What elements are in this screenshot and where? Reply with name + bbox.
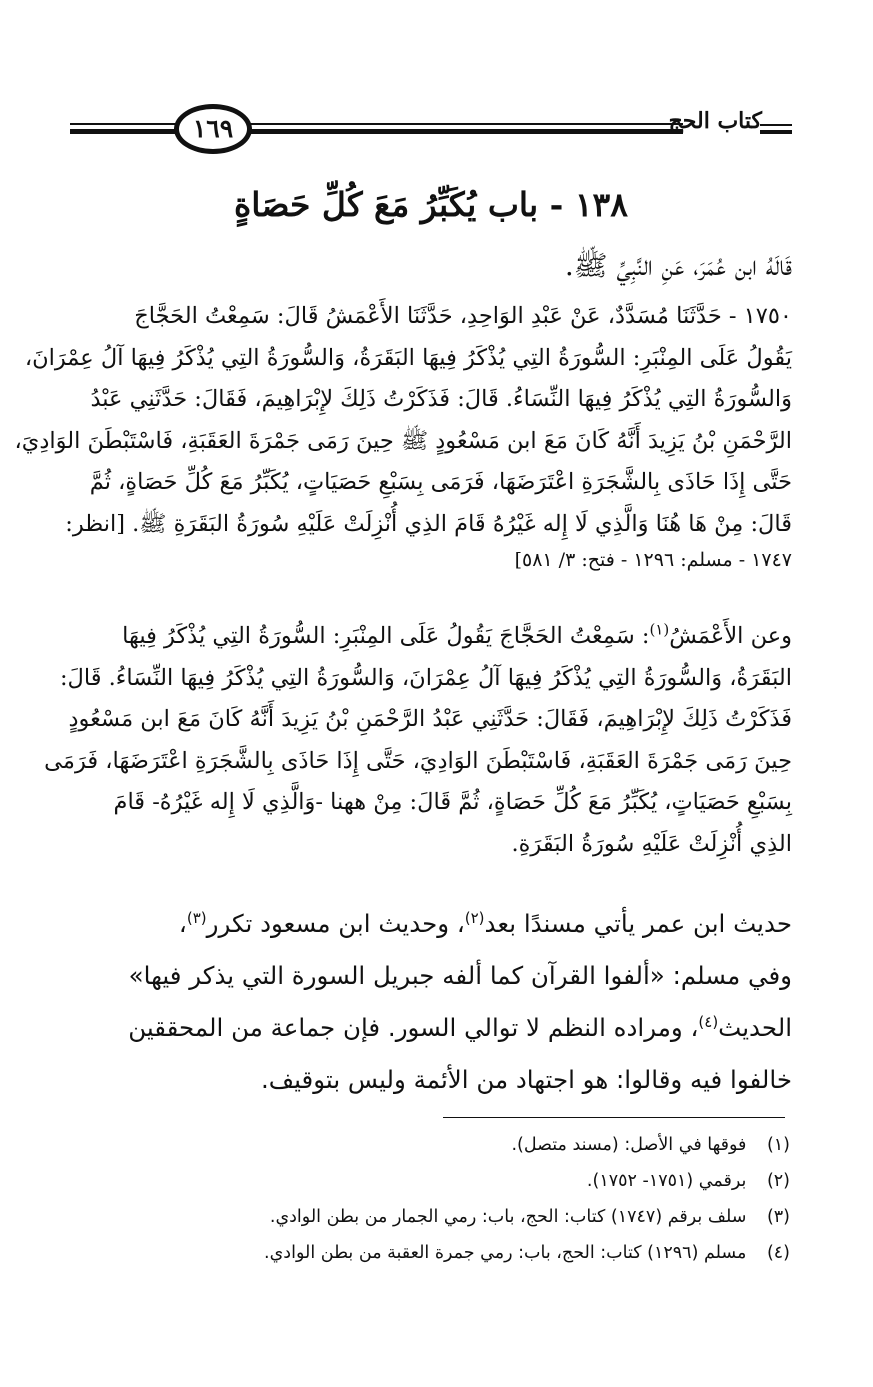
footnote-text: مسلم (١٢٩٦) كتاب: الحج، باب: رمي جمرة العقبة من بطن الوادي. [264, 1243, 747, 1263]
header-rule [760, 124, 792, 126]
footnote-text: برقمي (١٧٥١- ١٧٥٢). [586, 1171, 747, 1191]
footnote [70, 1199, 792, 1235]
commentary-line: وفي مسلم: «ألفوا القرآن كما ألفه جبريل السورة التي يذكر فيها» [128, 961, 792, 990]
athar-lead-rest: : سَمِعْتُ الحَجَّاجَ يَقُولُ عَلَى المِنْبَرِ: السُّورَةُ التِي يُذْكَرُ فِيهَا [122, 623, 650, 649]
commentary-segment: ، وحديث ابن مسعود تكرر [206, 909, 465, 938]
footnote-number: (٢) [766, 1171, 790, 1191]
running-header [70, 100, 792, 160]
header-rule [246, 123, 683, 125]
page-number: ١٦٩ [174, 104, 252, 154]
athar-lead: وعن الأَعْمَشُ [669, 623, 792, 649]
footnote-number: (٤) [766, 1243, 790, 1263]
hadith-line: ١٧٥٠ - حَدَّثَنَا مُسَدَّدٌ، عَنْ عَبْدِ الوَاحِدِ، حَدَّثَنَا الأَعْمَشُ قَالَ: سَمِعْتُ الحَجَّاجَ [134, 303, 792, 329]
athar-line: الذِي أُنْزِلَتْ عَلَيْهِ سُورَةُ البَقَرَةِ. [511, 830, 792, 857]
header-rule [70, 129, 178, 134]
footnote-text: فوقها في الأصل: (مسند متصل). [511, 1135, 747, 1155]
athar-line: فَذَكَرْتُ ذَلِكَ لإِبْرَاهِيمَ، فَقَالَ: حَدَّثَنِي عَبْدُ الرَّحْمَنِ بْنُ يَزِيدَ أَنَّهُ كَانَ مَعَ ابن مَسْعُودٍ [68, 706, 792, 732]
hadith-line: حَتَّى إِذَا حَاذَى بِالشَّجَرَةِ اعْتَرَضَهَا، فَرَمَى بِسَبْعِ حَصَيَاتٍ، يُكَبِّرُ مَعَ كُلِّ حَصَاةٍ، ثُمَّ [89, 469, 792, 495]
commentary-line: خالفوا فيه وقالوا: هو اجتهاد من الأئمة وليس بتوقيف. [261, 1065, 792, 1094]
footnote-number: (١) [766, 1135, 790, 1155]
footnote-marker: (١) [649, 620, 670, 639]
footnote-separator [443, 1117, 785, 1118]
commentary-segment: ، [178, 909, 187, 938]
hadith-line: يَقُولُ عَلَى المِنْبَرِ: السُّورَةُ التِي يُذْكَرُ فِيهَا البَقَرَةُ، وَالسُّورَةُ التِي يُذْكَرُ فِيهَا آلُ عِمْرَانَ، [24, 344, 792, 371]
commentary-line [70, 898, 792, 950]
commentary-text [70, 898, 792, 1106]
footnote [70, 1127, 792, 1163]
athar-line: حِينَ رَمَى جَمْرَةَ العَقَبَةِ، فَاسْتَبْطَنَ الوَادِيَ، حَتَّى إِذَا حَاذَى بِالشَّجَرَةِ اعْتَرَضَهَا، فَرَمَى [44, 747, 792, 774]
header-rule [760, 130, 792, 134]
chapter-intro-text: قَالَهُ ابن عُمَرَ، عَنِ النَّبِيِّ ﷺ. [564, 249, 792, 282]
athar-line [70, 616, 792, 658]
footnote-text: سلف برقم (١٧٤٧) كتاب: الحج، باب: رمي الجمار من بطن الوادي. [269, 1207, 747, 1227]
hadith-text [14, 296, 792, 575]
footnotes [70, 1127, 792, 1271]
header-rule [246, 129, 683, 134]
commentary-segment: ، ومراده النظم لا توالي السور. فإن جماعة من المحققين [128, 1013, 699, 1042]
athar-text [44, 616, 792, 865]
commentary-segment: الحديث [718, 1013, 792, 1042]
header-rule [70, 123, 178, 125]
hadith-line: قَالَ: مِنْ هَا هُنَا وَالَّذِي لَا إِله غَيْرُهُ قَامَ الذِي أُنْزِلَتْ عَلَيْهِ سُورَةُ البَقَرَةِ ﷺ. [انظر: [65, 510, 792, 537]
running-title: كتاب الحج [668, 108, 762, 134]
footnote-number: (٣) [766, 1207, 790, 1227]
footnote [70, 1235, 792, 1271]
hadith-reference: ١٧٤٧ - مسلم: ١٢٩٦ - فتح: ٣/ ٥٨١] [514, 549, 792, 571]
chapter-intro [70, 243, 792, 289]
footnote-marker: (٣) [186, 908, 207, 927]
commentary-line [70, 1002, 792, 1054]
commentary-segment: حديث ابن عمر يأتي مسندًا بعد [484, 909, 792, 938]
footnote-marker: (٢) [464, 908, 485, 927]
athar-line: البَقَرَةُ، وَالسُّورَةُ التِي يُذْكَرُ فِيهَا آلُ عِمْرَانَ، وَالسُّورَةُ التِي يُذْكَرُ فِيهَا النِّسَاءُ. قَالَ: [59, 664, 792, 691]
footnote-marker: (٤) [698, 1012, 719, 1031]
athar-line: بِسَبْعِ حَصَيَاتٍ، يُكَبِّرُ مَعَ كُلِّ حَصَاةٍ، ثُمَّ قَالَ: مِنْ ههنا -وَالَّذِي لَا إِله غَيْرُهُ- قَامَ [113, 789, 792, 815]
hadith-line: وَالسُّورَةُ التِي يُذْكَرُ فِيهَا النِّسَاءُ. قَالَ: فَذَكَرْتُ ذَلِكَ لإِبْرَاهِيمَ، فَقَالَ: حَدَّثَنِي عَبْدُ [90, 386, 792, 412]
hadith-line: الرَّحْمَنِ بْنُ يَزِيدَ أَنَّهُ كَانَ مَعَ ابن مَسْعُودٍ ﷺ حِينَ رَمَى جَمْرَةَ العَقَبَةِ، فَاسْتَبْطَنَ الوَادِيَ، [14, 427, 792, 454]
chapter-heading: ١٣٨ - باب يُكَبِّرُ مَعَ كُلِّ حَصَاةٍ [234, 185, 628, 224]
footnote [70, 1163, 792, 1199]
